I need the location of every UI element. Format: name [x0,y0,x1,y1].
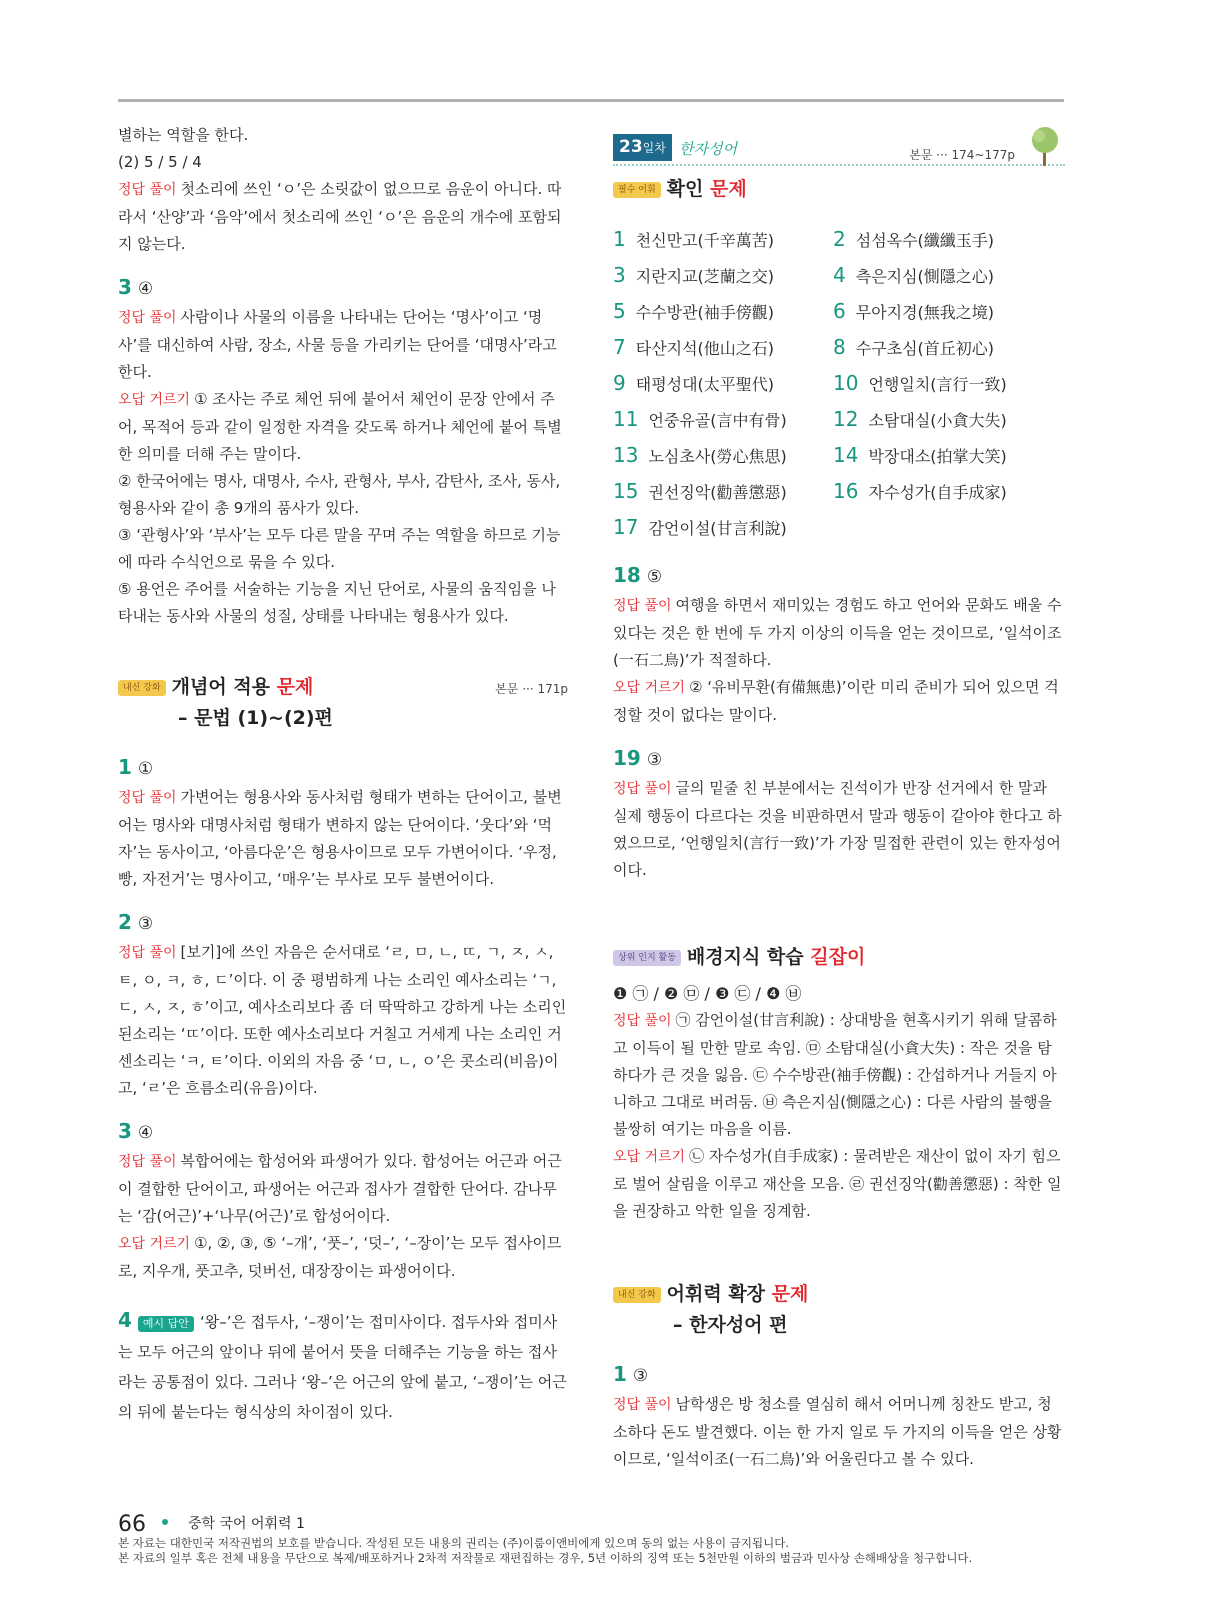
eq1-head: 1 ③ [613,1362,649,1386]
intro-line-2: (2) 5 / 5 / 4 [118,153,202,171]
day-header [613,124,1065,166]
idiom-number: 16 [833,479,859,503]
idiom-item [613,474,833,510]
tree-icon [1025,124,1065,168]
section-concept-head: 내신 강화 개념어 적용 문제 – 문법 (1)~(2)편 본문 ··· 171p [118,674,568,738]
idiom-item [613,258,833,294]
idiom-item [833,222,1063,258]
idiom-number: 7 [613,335,626,359]
idiom-text: 언중유골(言中有骨) [648,411,787,430]
sq2-head: 2 ③ [118,910,154,934]
day-title: 한자성어 [679,140,737,158]
idiom-item [613,366,833,402]
background-head: 상위 인지 활동 배경지식 학습 길잡이 [613,944,1065,980]
q19-head: 19 ③ [613,746,663,770]
idiom-number: 15 [613,479,639,503]
idiom-number: 1 [613,227,626,251]
example-answer-badge: 예시 답안 [138,1316,194,1332]
idiom-number: 13 [613,443,639,467]
idiom-item [613,510,833,546]
q18-explanation: 정답 풀이 여행을 하면서 재미있는 경험도 하고 언어와 문화도 배울 수 있다는 것은 한 번에 두 가지 이상의 이득을 얻는 것이므로, ‘일석이조(一石二鳥)’가 적절하다. [613,596,1062,669]
footer-dot [162,1519,168,1525]
idiom-answer-list [613,222,1065,546]
eq1-explanation: 정답 풀이 남학생은 방 청소를 열심히 해서 어머니께 칭찬도 받고, 청소하다 돈도 발견했다. 이는 한 가지 일로 두 가지의 이득을 얻은 상황이므로, ‘일석이조(一石二鳥)’와 어울린다고 볼 수 있다. [613,1395,1062,1468]
idiom-number: 17 [613,515,639,539]
label-correct: 정답 풀이 [118,182,177,198]
idiom-item [833,402,1063,438]
idiom-text: 자수성가(自手成家) [868,483,1007,502]
idiom-text: 권선징악(勸善懲惡) [648,483,787,502]
q18-wrong: 오답 거르기 ② ‘유비무환(有備無患)’이란 미리 준비가 되어 있으면 걱정할 것이 없다는 말이다. [613,678,1059,724]
idiom-text: 박장대소(拍掌大笑) [868,447,1007,466]
left-column [118,122,568,1427]
idiom-item [613,222,833,258]
idiom-text: 태평성대(太平聖代) [635,375,775,394]
sq3-explanation: 정답 풀이 복합어에는 합성어와 파생어가 있다. 합성어는 어근과 어근이 결합한 단어이고, 파생어는 어근과 접사가 결합한 단어다. 감나무는 ‘감(어근)’+‘나무(어근)’로 합성어이다. [118,1152,562,1225]
question-3-extra-2: ③ ‘관형사’와 ‘부사’는 모두 다른 말을 꾸며 주는 역할을 하므로 기능에 따라 수식언으로 묶을 수 있다. [118,526,561,571]
idiom-item [833,474,1063,510]
section-subtitle: – 문법 (1)~(2)편 [178,707,333,729]
sq3-head: 3 ④ [118,1119,154,1143]
background-answers: ❶ ㉠ / ❷ ㉤ / ❸ ㉢ / ❹ ㉥ [613,984,802,1003]
section-page-ref: 본문 ··· 171p [495,682,568,696]
background-explanation: 정답 풀이 ㉠ 감언이설(甘言利說) : 상대방을 현혹시키기 위해 달콤하고 이득이 될 만한 말로 속임. ㉤ 소탐대실(小貪大失) : 작은 것을 탐하다가 큰 것을 잃음. ㉢ 수수방관(袖手傍觀) : 간섭하거나 거들지 아니하고 그대로 버려둠. ㉥ 측은지심(惻隱之心) : 다른 사람의 불행을 불쌍히 여기는 마음을 이름. [613,1011,1057,1138]
day-page-ref: 본문 ··· 174~177p [909,148,1015,162]
idiom-number: 6 [833,299,846,323]
idiom-text: 타산지석(他山之石) [635,339,775,358]
idiom-text: 소탐대실(小貪大失) [868,411,1007,430]
idiom-number: 5 [613,299,626,323]
idiom-text: 언행일치(言行一致) [868,375,1007,394]
sq1-head: 1 ① [118,755,154,779]
sq1-explanation: 정답 풀이 가변어는 형용사와 동사처럼 형태가 변하는 단어이고, 불변어는 명사와 대명사처럼 형태가 변하지 않는 단어이다. ‘웃다’와 ‘먹자’는 동사이고, ‘아름다운’은 형용사이므로 모두 가변어이다. ‘우정, 빵, 자전거’는 명사이고, ‘매우’는 부사로 모두 불변어이다. [118,788,562,888]
confirm-head: 필수 어휘 확인 문제 [613,176,1065,212]
intro-explanation: 정답 풀이 첫소리에 쓰인 ‘ㅇ’은 소릿값이 없으므로 음운이 아니다. 따라서 ‘산양’과 ‘음악’에서 첫소리에 쓰인 ‘ㅇ’은 음운의 개수에 포함되지 않는다. [118,180,562,253]
copyright-line-2: 본 자료의 일부 혹은 전체 내용을 무단으로 복제/배포하거나 2차적 저작물로 재편집하는 경우, 5년 이하의 징역 또는 5천만원 이하의 벌금과 민사상 손해배상을 청구합니다. [118,1551,973,1565]
right-column [613,124,1065,1473]
idiom-number: 2 [833,227,846,251]
q18-head: 18 ⑤ [613,563,663,587]
idiom-number: 4 [833,263,846,287]
vocab-ext-subtitle: – 한자성어 편 [673,1314,788,1336]
idiom-number: 12 [833,407,859,431]
idiom-number: 10 [833,371,859,395]
question-3-explanation: 정답 풀이 사람이나 사물의 이름을 나타내는 단어는 ‘명사’이고 ‘명사’를 대신하여 사람, 장소, 사물 등을 가리키는 단어를 ‘대명사’라고 한다. [118,308,557,381]
vocab-ext-tag: 내신 강화 [613,1287,661,1303]
question-3-extra-3: ⑤ 용언은 주어를 서술하는 기능을 지닌 단어로, 사물의 움직임을 나타내는 동사와 사물의 성질, 상태를 나타내는 형용사가 있다. [118,580,556,625]
idiom-item [613,438,833,474]
question-3-head: 3 ④ [118,275,154,299]
confirm-tag: 필수 어휘 [613,182,661,198]
idiom-item [613,294,833,330]
idiom-text: 감언이설(甘言利說) [648,519,787,538]
idiom-text: 노심초사(勞心焦思) [648,447,787,466]
background-tag: 상위 인지 활동 [613,950,681,966]
sq2-explanation: 정답 풀이 [보기]에 쓰인 자음은 순서대로 ‘ㄹ, ㅁ, ㄴ, ㄸ, ㄱ, ㅈ, ㅅ, ㅌ, ㅇ, ㅋ, ㅎ, ㄷ’이다. 이 중 평범하게 나는 소리인 예사소리는 ‘ㄱ, ㄷ, ㅅ, ㅈ, ㅎ’이고, 예사소리보다 좀 더 딱딱하고 강하게 나는 소리인 된소리는 ‘ㄸ’이다. 또한 예사소리보다 거칠고 거세게 나는 소리인 거센소리는 ‘ㅋ, ㅌ’이다. 이외의 자음 중 ‘ㅁ, ㄴ, ㅇ’은 콧소리(비음)이고, ‘ㄹ’은 흐름소리(유음)이다. [118,943,567,1097]
idiom-item [833,330,1063,366]
idiom-item [833,366,1063,402]
book-title: 중학 국어 어휘력 1 [188,1516,305,1532]
idiom-item [833,438,1063,474]
idiom-text: 천신만고(千辛萬苦) [635,231,775,250]
idiom-item [613,330,833,366]
idiom-number: 11 [613,407,639,431]
idiom-number: 9 [613,371,626,395]
idiom-text: 지란지교(芝蘭之交) [635,267,775,286]
idiom-text: 수수방관(袖手傍觀) [635,303,775,322]
idiom-number: 8 [833,335,846,359]
day-badge: 23일차 [613,134,672,161]
sq3-wrong: 오답 거르기 ①, ②, ③, ⑤ ‘–개’, ‘풋–’, ‘덧–’, ‘–장이’는 모두 접사이므로, 지우개, 풋고추, 덧버선, 대장장이는 파생어이다. [118,1234,562,1280]
vocab-ext-head: 내신 강화 어휘력 확장 문제 – 한자성어 편 [613,1281,1065,1345]
question-3-extra-1: ② 한국어에는 명사, 대명사, 수사, 관형사, 부사, 감탄사, 조사, 동사, 형용사와 같이 총 9개의 품사가 있다. [118,472,561,517]
idiom-number: 3 [613,263,626,287]
idiom-item [613,402,833,438]
idiom-number: 14 [833,443,859,467]
sq4: 4 예시 답안 ‘왕–’은 접두사, ‘–쟁이’는 접미사이다. 접두사와 접미사는 모두 어근의 앞이나 뒤에 붙어서 뜻을 더해주는 기능을 하는 접사라는 공통점이 있다. 그러나 ‘왕–’은 어근의 앞에 붙고, ‘–쟁이’는 어근의 뒤에 붙는다는 형식상의 차이점이 있다. [118,1308,567,1421]
question-3-wrong: 오답 거르기 ① 조사는 주로 체언 뒤에 붙어서 체언이 문장 안에서 주어, 목적어 등과 같이 일정한 자격을 갖도록 하거나 체언에 붙어 특별한 의미를 더해 주는 말이다. [118,390,562,463]
idiom-text: 섬섬옥수(纖纖玉手) [855,231,995,250]
idiom-text: 무아지경(無我之境) [855,303,995,322]
idiom-item [833,258,1063,294]
top-rule [118,99,1064,102]
idiom-item [833,294,1063,330]
page-number: 66 [118,1512,146,1537]
idiom-text: 수구초심(首丘初心) [855,339,995,358]
idiom-text: 측은지심(惻隱之心) [855,267,995,286]
background-wrong: 오답 거르기 ㉡ 자수성가(自手成家) : 물려받은 재산이 없이 자기 힘으로 벌어 살림을 이루고 재산을 모음. ㉣ 권선징악(勸善懲惡) : 착한 일을 권장하고 악한 일을 징계함. [613,1147,1062,1220]
intro-line-1: 별하는 역할을 한다. [118,126,249,144]
copyright-line-1: 본 자료는 대한민국 저작권법의 보호를 받습니다. 작성된 모든 내용의 권리는 (주)이룸이앤비에게 있으며 동의 없는 사용이 금지됩니다. [118,1536,789,1550]
q19-explanation: 정답 풀이 글의 밑줄 친 부분에서는 진석이가 반장 선거에서 한 말과 실제 행동이 다르다는 것을 비판하면서 말과 행동이 같아야 한다고 하였으므로, ‘언행일치(言行一致)’가 가장 밀접한 관련이 있는 한자성어이다. [613,779,1062,879]
section-tag: 내신 강화 [118,680,166,696]
